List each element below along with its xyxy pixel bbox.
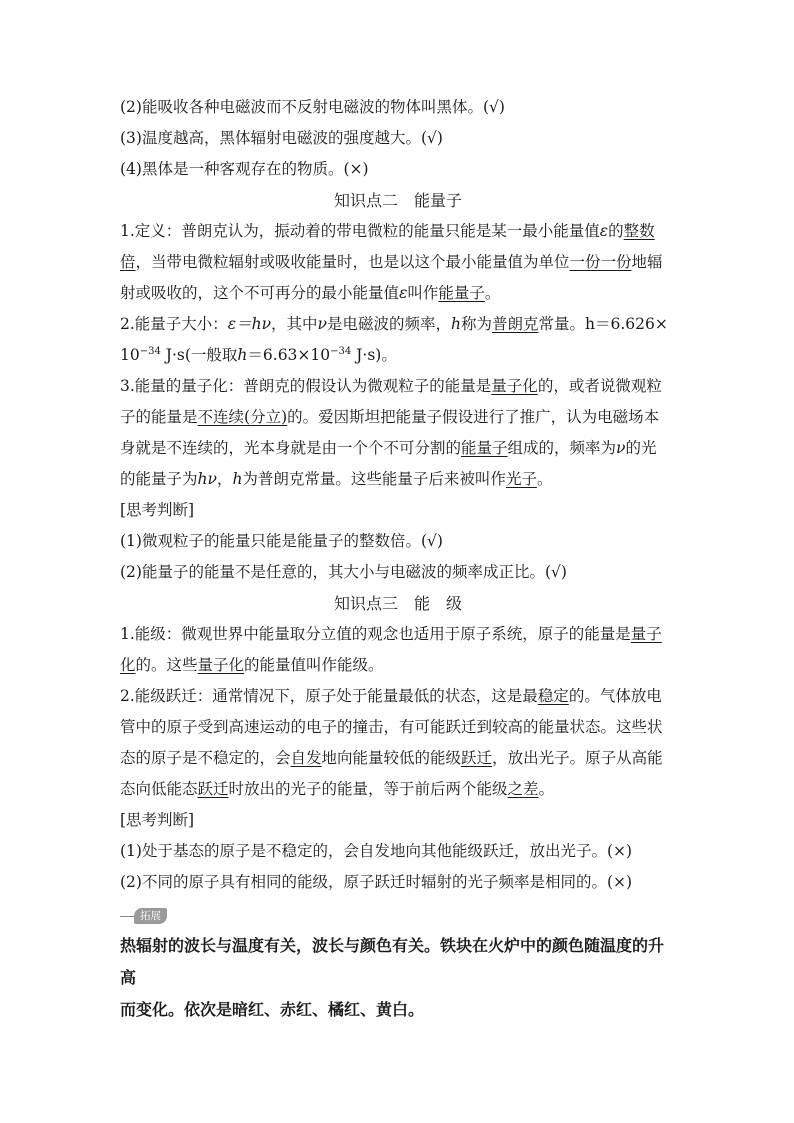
judgement-item-2: (2)能吸收各种电磁波而不反射电磁波的物体叫黑体。(√) xyxy=(120,98,505,116)
judgement-item: (1)微观粒子的能量只能是能量子的整数倍。(√) xyxy=(120,532,443,550)
paragraph-energy-level: 1.能级：微观世界中能量取分立值的观念也适用于原子系统，原子的能量是量子 化的。这些量子化的能量值叫作能级。 xyxy=(120,625,662,674)
paragraph-definition: 1.定义：普朗克认为，振动着的带电微粒的能量只能是某一最小能量值ε的整数 倍，当带电微粒辐射或吸收能量时，也是以这个最小能量值为单位一份一份地辐 射或吸收的，这个不可再分的最小能量值ε叫作能量子。 xyxy=(120,222,663,302)
answer-blank: 整数 xyxy=(623,222,655,240)
extension-text-line-2: 而变化。依次是暗红、赤红、橘红、黄白。 xyxy=(120,1000,425,1019)
answer-blank: 光子 xyxy=(505,470,537,488)
document-page xyxy=(120,92,676,1026)
think-judge-label: [思考判断] xyxy=(120,811,195,829)
answer-blank: 化 xyxy=(120,656,136,674)
paragraph-level-transition: 2.能级跃迁：通常情况下，原子处于能量最低的状态，这是最稳定的。气体放电 管中的原子受到高速运动的电子的撞击，有可能跃迁到较高的能量状态。这些状 态的原子是不稳定的，会自发地向能量较低的能级跃迁，放出光子。原子从高能 态向低能态跃迁时放出的光子的能量，等于前后两个能级之差。 xyxy=(120,687,663,798)
answer-blank: 普朗克 xyxy=(492,315,539,333)
answer-blank: 倍 xyxy=(120,253,136,271)
section-heading-energy-level: 知识点三 能 级 xyxy=(333,594,462,613)
answer-blank: 跃迁 xyxy=(197,780,229,798)
answer-blank: 不连续(分立) xyxy=(197,408,288,426)
judgement-item: (2)能量子的能量不是任意的，其大小与电磁波的频率成正比。(√) xyxy=(120,563,567,581)
answer-blank: 之差 xyxy=(507,780,539,798)
answer-blank: 量子 xyxy=(630,625,662,643)
paragraph-quantum-size: 2.能量子大小：ε＝hν，其中ν是电磁波的频率，h称为普朗克常量。h＝6.626× $10^{-34}$ J·s(一般取$h=6.63\times 10^{-34}$ J·s)。 xyxy=(120,315,668,364)
think-judge-label: [思考判断] xyxy=(120,501,195,519)
answer-blank: 能量子 xyxy=(461,439,508,457)
answer-blank: 跃迁 xyxy=(461,749,493,767)
answer-blank: 量子化 xyxy=(491,377,538,395)
paragraph-quantization: 3.能量的量子化：普朗克的假设认为微观粒子的能量是量子化的，或者说微观粒 子的能量是不连续(分立)的。爱因斯坦把能量子假设进行了推广，认为电磁场本 身就是不连续的，光本身就是由一个个不可分割的能量子组成的，频率为ν的光 的能量子为hν，h为普朗克常量。这些能量子后来被叫作光子。 xyxy=(120,377,662,488)
answer-blank: 能量子 xyxy=(438,284,485,302)
answer-blank: 稳定 xyxy=(537,687,569,705)
extension-text-line-1: 热辐射的波长与温度有关，波长与颜色有关。铁块在火炉中的颜色随温度的升高 xyxy=(120,936,665,987)
answer-blank: 自发 xyxy=(290,749,322,767)
answer-blank: 一份一份 xyxy=(569,253,632,271)
judgement-item-4: (4)黑体是一种客观存在的物质。(×) xyxy=(120,160,369,178)
answer-blank: 量子化 xyxy=(197,656,245,674)
judgement-item: (1)处于基态的原子是不稳定的，会自发地向其他能级跃迁，放出光子。(×) xyxy=(120,842,633,860)
extension-tag xyxy=(120,902,676,928)
extension-badge: 拓展 xyxy=(134,908,167,924)
section-heading-energy-quantum: 知识点二 能量子 xyxy=(333,191,462,210)
judgement-item: (2)不同的原子具有相同的能级，原子跃迁时辐射的光子频率是相同的。(×) xyxy=(120,873,633,891)
judgement-item-3: (3)温度越高，黑体辐射电磁波的强度越大。(√) xyxy=(120,129,443,147)
